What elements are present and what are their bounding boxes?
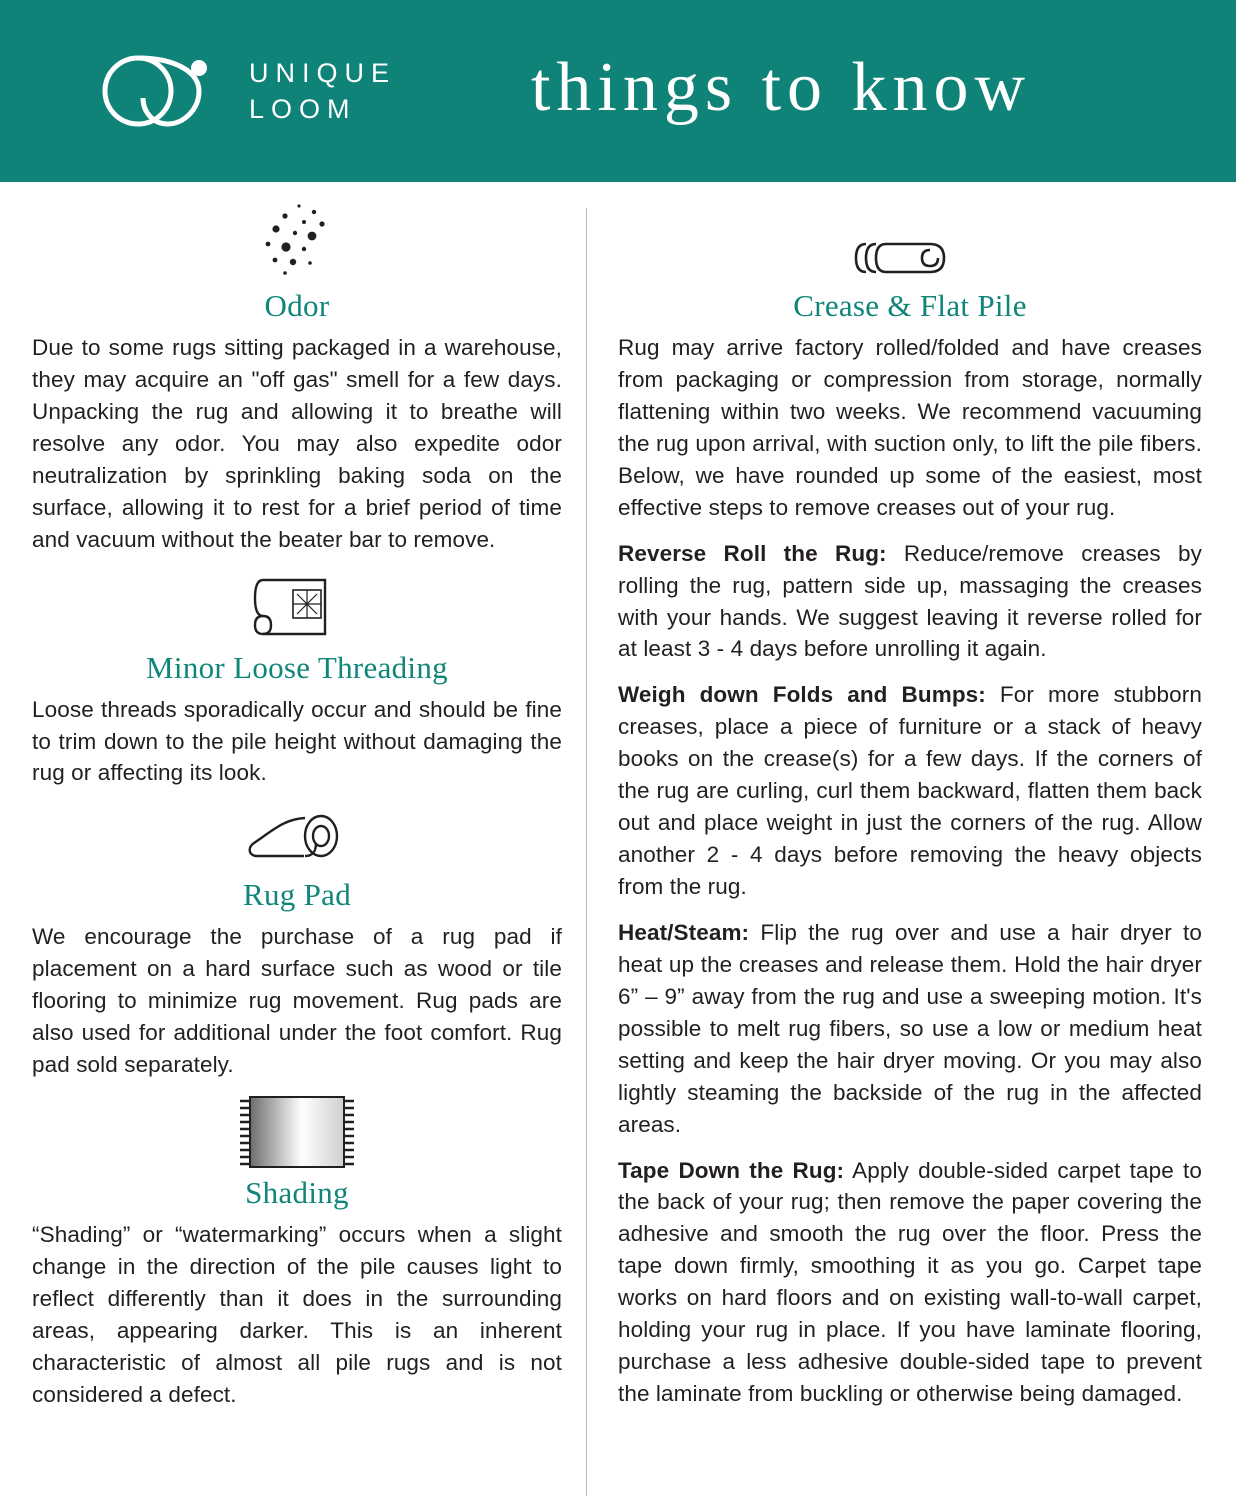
- tip-body-weigh-down: For more stubborn creases, place a piece of furniture or a stack of heavy books on the crease(s) for a few days. If the corners of the rug are curling, curl them backward, flatten them back out and place weight in just the corners of the rug. Allow another 2 - 4 days before removing the heavy objects from the rug.: [618, 682, 1202, 899]
- tip-lead-reverse-roll: Reverse Roll the Rug:: [618, 540, 887, 566]
- brand-lockup: [95, 52, 396, 130]
- brand-wordmark: [249, 55, 396, 128]
- unique-loom-infinity-logo-icon: [95, 52, 227, 130]
- left-column: [32, 200, 586, 1500]
- section-body-rug-pad: We encourage the purchase of a rug pad if placement on a hard surface such as wood or tile flooring to minimize rug movement. Rug pads are also used for additional under the foot comfort. Rug pad sold separately.: [32, 924, 562, 1078]
- section-title-minor-loose-threading: Minor Loose Threading: [146, 649, 448, 685]
- section-title-shading: Shading: [245, 1175, 349, 1211]
- page-title: things to know: [530, 49, 1032, 126]
- section-body-shading: “Shading” or “watermarking” occurs when a slight change in the direction of the pile causes light to reflect differently than it does in the surrounding areas, appearing darker. This is an inherent characteristic of almost all pile rugs and is not considered a defect.: [32, 1222, 562, 1407]
- tip-heat-steam: [618, 917, 1202, 1141]
- brand-line-2: LOOM: [249, 94, 357, 124]
- right-column: [587, 200, 1202, 1500]
- section-rug-pad: [32, 789, 562, 1081]
- crease-intro-paragraph: Rug may arrive factory rolled/folded and have creases from packaging or compression from storage, normally flattening within two weeks. We recommend vacuuming the rug upon arrival, with suction only, to lift the pile fibers. Below, we have rounded up some of the easiest, most effective steps to remove creases out of your rug.: [618, 335, 1202, 520]
- content-area: [0, 182, 1236, 1500]
- section-odor: [32, 200, 562, 556]
- tip-body-heat-steam: Flip the rug over and use a hair dryer to heat up the creases and release them. Hold the hair dryer 6” – 9” away from the rug and use a sweeping motion. It's possible to melt rug fibers, so use a low or medium heat setting and keep the hair dryer moving. Or you may also lightly steaming the backside of the rug in the affected areas.: [618, 919, 1202, 1137]
- section-shading: [32, 1081, 562, 1411]
- shaded-rug-icon: [32, 1081, 562, 1173]
- tip-reverse-roll: [618, 538, 1202, 666]
- tip-lead-tape-down: Tape Down the Rug:: [618, 1157, 845, 1183]
- tip-lead-weigh-down: Weigh down Folds and Bumps:: [618, 682, 986, 708]
- section-title-crease-flat-pile: Crease & Flat Pile: [793, 288, 1027, 323]
- rolled-rug-threads-icon: [32, 556, 562, 648]
- section-minor-loose-threading: [32, 556, 562, 790]
- tip-tape-down: [618, 1155, 1202, 1411]
- brand-line-1: UNIQUE: [249, 57, 397, 88]
- section-title-odor: Odor: [264, 288, 330, 323]
- section-body-minor-loose-threading: Loose threads sporadically occur and should be fine to trim down to the pile height without damaging the rug or affecting its look.: [32, 696, 562, 786]
- tip-body-reverse-roll: Reduce/remove creases by rolling the rug, pattern side up, massaging the creases with your hands. We suggest leaving it reverse rolled for at least 3 - 4 days before unrolling it again.: [618, 540, 1202, 662]
- section-title-rug-pad: Rug Pad: [242, 877, 352, 913]
- section-body-odor: Due to some rugs sitting packaged in a warehouse, they may acquire an "off gas" smell for a few days. Unpacking the rug and allowing it to breathe will resolve any odor. You may also expedite odor neutralization by sprinkling baking soda on the surface, allowing it to rest for a brief period of time and vacuum without the beater bar to remove.: [32, 335, 562, 552]
- odor-particles-icon: [32, 200, 562, 286]
- rolled-rug-scroll-icon: [618, 200, 1202, 286]
- page-header: [0, 0, 1236, 182]
- tip-lead-heat-steam: Heat/Steam:: [618, 919, 750, 945]
- tip-weigh-down: [618, 679, 1202, 903]
- rug-pad-roll-icon: [32, 789, 562, 875]
- tip-body-tape-down: Apply double-sided carpet tape to the back of your rug; then remove the paper covering the adhesive and smooth the rug over the floor. Press the tape down firmly, smoothing it as you go. Carpet tape works on hard floors and on existing wall-to-wall carpet, holding your rug in place. If you have laminate flooring, purchase a less adhesive double-sided tape to prevent the laminate from buckling or otherwise being damaged.: [618, 1157, 1203, 1407]
